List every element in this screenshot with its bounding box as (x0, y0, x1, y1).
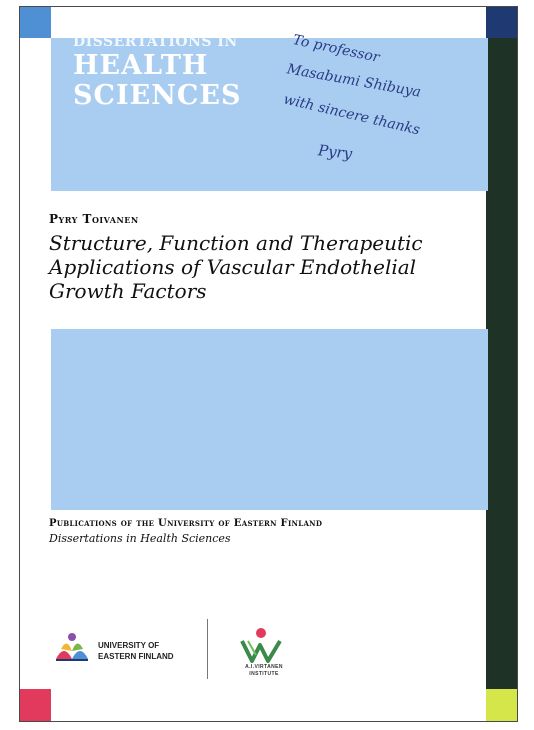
institute-logo-icon (238, 627, 284, 663)
book-title-line: Applications of Vascular Endothelial (49, 255, 417, 279)
university-name-line: UNIVERSITY OF (98, 641, 160, 650)
series-title-line: HEALTH (73, 50, 209, 81)
logo-divider (207, 619, 208, 679)
university-name-line: EASTERN FINLAND (98, 652, 174, 661)
institute-name (234, 664, 294, 678)
institute-name-line: INSTITUTE (249, 671, 279, 677)
dedication-signature: Pyry (317, 141, 354, 163)
cover-panel-bottom (51, 329, 488, 510)
publisher-name: Publications of the University of Eastern Finland (49, 518, 323, 529)
spine-block-top (486, 7, 517, 38)
university-logo-icon (52, 629, 92, 665)
dedication-line: with sincere thanks (281, 91, 422, 139)
corner-block-bottom-left (20, 689, 51, 721)
series-title-line: SCIENCES (73, 80, 242, 111)
series-title-line: DISSERTATIONS IN (73, 34, 238, 50)
book-title-line: Growth Factors (49, 279, 207, 303)
book-title (49, 231, 469, 303)
dedication-line: To professor (291, 32, 381, 66)
spine-stripe (486, 38, 517, 691)
corner-block-top-left (20, 7, 51, 38)
university-name (98, 640, 174, 662)
spine-block-bottom (486, 689, 517, 721)
series-title (73, 35, 293, 109)
institute-name-line: A.I.VIRTANEN (245, 664, 283, 670)
book-title-line: Structure, Function and Therapeutic (49, 231, 423, 255)
author-name: Pyry Toivanen (49, 212, 139, 226)
book-cover (19, 6, 518, 722)
dedication-line: Masabumi Shibuya (285, 61, 423, 101)
publication-series: Dissertations in Health Sciences (49, 532, 231, 545)
handwritten-dedication (278, 32, 478, 179)
